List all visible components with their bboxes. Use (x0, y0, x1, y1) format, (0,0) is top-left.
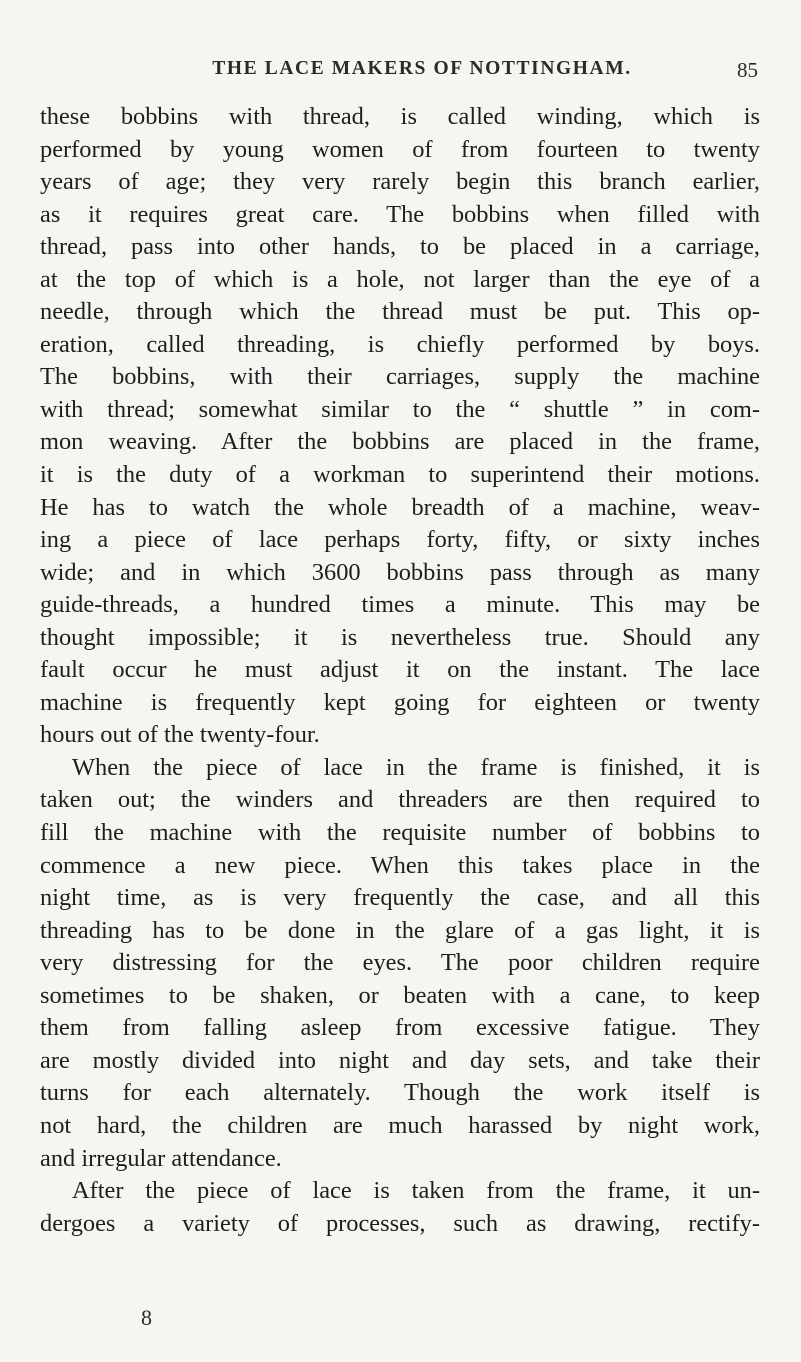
page-number: 85 (737, 58, 758, 82)
text-line: performed by young women of from fourteen to twenty (40, 135, 760, 163)
text-line: taken out; the winders and threaders are then required to (40, 786, 760, 814)
text-line: years of age; they very rarely begin this branch earlier, (40, 168, 760, 196)
text-line: commence a new piece. When this takes place in the (40, 851, 760, 879)
text-line: machine is frequently kept going for eighteen or twenty (40, 688, 760, 716)
text-line: it is the duty of a workman to superintend their motions. (40, 461, 760, 489)
text-line: not hard, the children are much harassed by night work, (40, 1111, 760, 1139)
text-line: are mostly divided into night and day sets, and take their (40, 1046, 760, 1074)
text-line: at the top of which is a hole, not larger than the eye of a (40, 265, 760, 293)
text-line: very distressing for the eyes. The poor children require (40, 949, 760, 977)
running-title: THE LACE MAKERS OF NOTTINGHAM. (212, 58, 632, 79)
text-line: sometimes to be shaken, or beaten with a cane, to keep (40, 981, 760, 1009)
text-line: thread, pass into other hands, to be placed in a carriage, (40, 233, 760, 261)
text-line: hours out of the twenty-four. (40, 721, 320, 749)
text-line: dergoes a variety of processes, such as drawing, rectify- (40, 1209, 760, 1237)
text-line: wide; and in which 3600 bobbins pass through as many (40, 558, 760, 586)
text-line: fill the machine with the requisite number of bobbins to (40, 819, 760, 847)
text-line: fault occur he must adjust it on the instant. The lace (40, 656, 760, 684)
text-line: and irregular attendance. (40, 1144, 282, 1172)
text-line: mon weaving. After the bobbins are placed in the frame, (40, 428, 760, 456)
text-line: as it requires great care. The bobbins when filled with (40, 200, 760, 228)
text-line: guide-threads, a hundred times a minute. This may be (40, 591, 760, 619)
text-line: When the piece of lace in the frame is finished, it is (72, 753, 760, 781)
text-line: After the piece of lace is taken from the frame, it un- (72, 1177, 760, 1205)
text-line: He has to watch the whole breadth of a machine, weav- (40, 493, 760, 521)
body-text (40, 101, 760, 1240)
text-line: thought impossible; it is nevertheless true. Should any (40, 623, 760, 651)
text-line: turns for each alternately. Though the work itself is (40, 1079, 760, 1107)
text-line: with thread; somewhat similar to the “ shuttle ” in com- (40, 395, 760, 423)
text-line: these bobbins with thread, is called winding, which is (40, 103, 760, 130)
text-line: The bobbins, with their carriages, supply the machine (40, 363, 760, 391)
text-line: threading has to be done in the glare of a gas light, it is (40, 916, 760, 944)
page-header (44, 58, 758, 98)
text-line: eration, called threading, is chiefly performed by boys. (40, 330, 760, 358)
text-line: night time, as is very frequently the case, and all this (40, 884, 760, 912)
text-line: ing a piece of lace perhaps forty, fifty, or sixty inches (40, 526, 760, 554)
text-line: them from falling asleep from excessive fatigue. They (40, 1014, 760, 1042)
signature-mark: 8 (141, 1305, 152, 1330)
text-line: needle, through which the thread must be put. This op- (40, 298, 760, 326)
